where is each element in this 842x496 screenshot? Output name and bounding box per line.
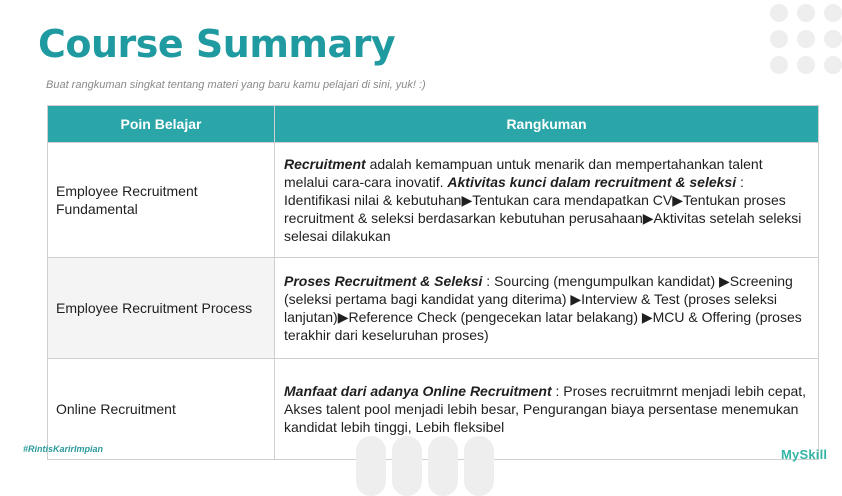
decor-shape xyxy=(428,436,458,496)
rangkuman-text: adalah kemampuan untuk menarik dan mempertahankan talent melalui cara-cara inovatif. xyxy=(284,156,763,190)
decor-dot xyxy=(797,30,815,48)
decor-dot xyxy=(824,4,842,22)
page-subtitle: Buat rangkuman singkat tentang materi yang baru kamu pelajari di sini, yuk! :) xyxy=(46,79,426,91)
poin-belajar-cell: Employee Recruitment Process xyxy=(48,258,275,359)
table-header-row xyxy=(48,106,819,143)
myskill-logo: MySkill xyxy=(781,447,828,462)
decor-dot xyxy=(770,30,788,48)
rangkuman-term: Recruitment xyxy=(284,156,366,172)
decor-dot xyxy=(797,56,815,74)
summary-table xyxy=(47,105,819,460)
rangkuman-text: : Sourcing (mengumpulkan kandidat) ▶Screening (seleksi pertama bagi kandidat yang diterima) ▶Interview & Test (proses seleksi lanjutan)▶Reference Check (pengecekan latar belakang) ▶MCU & Offering (proses terakhir dari keseluruhan proses) xyxy=(284,273,802,343)
rangkuman-cell xyxy=(275,359,819,460)
header-poin-belajar: Poin Belajar xyxy=(48,106,275,143)
table-row xyxy=(48,143,819,258)
rangkuman-cell xyxy=(275,258,819,359)
hashtag-label: #RintisKarirImpian xyxy=(23,444,104,454)
rangkuman-term: Aktivitas kunci dalam recruitment & seleksi xyxy=(447,174,737,190)
decor-shape xyxy=(392,436,422,496)
rangkuman-term: Manfaat dari adanya Online Recruitment xyxy=(284,383,552,399)
rangkuman-text: : Proses recruitmrnt menjadi lebih cepat, Akses talent pool menjadi lebih besar, Pengurangan biaya persentase menemukan kandidat lebih tinggi, Lebih fleksibel xyxy=(284,383,807,435)
rangkuman-term: Proses Recruitment & Seleksi xyxy=(284,273,483,289)
decor-shape xyxy=(464,436,494,496)
poin-belajar-cell: Online Recruitment xyxy=(48,359,275,460)
poin-belajar-cell: Employee Recruitment Fundamental xyxy=(48,143,275,258)
header-rangkuman: Rangkuman xyxy=(275,106,819,143)
page-title: Course Summary xyxy=(38,22,396,66)
decor-dot xyxy=(824,30,842,48)
decor-dot xyxy=(824,56,842,74)
table-row xyxy=(48,258,819,359)
decor-shape xyxy=(356,436,386,496)
decor-dot xyxy=(770,56,788,74)
rangkuman-cell xyxy=(275,143,819,258)
rangkuman-text: : Identifikasi nilai & kebutuhan▶Tentukan cara mendapatkan CV▶Tentukan proses recruitment & seleksi berdasarkan kebutuhan perusahaan▶Aktivitas setelah seleksi selesai dilakukan xyxy=(284,174,802,244)
decor-dot xyxy=(770,4,788,22)
decor-dot xyxy=(797,4,815,22)
